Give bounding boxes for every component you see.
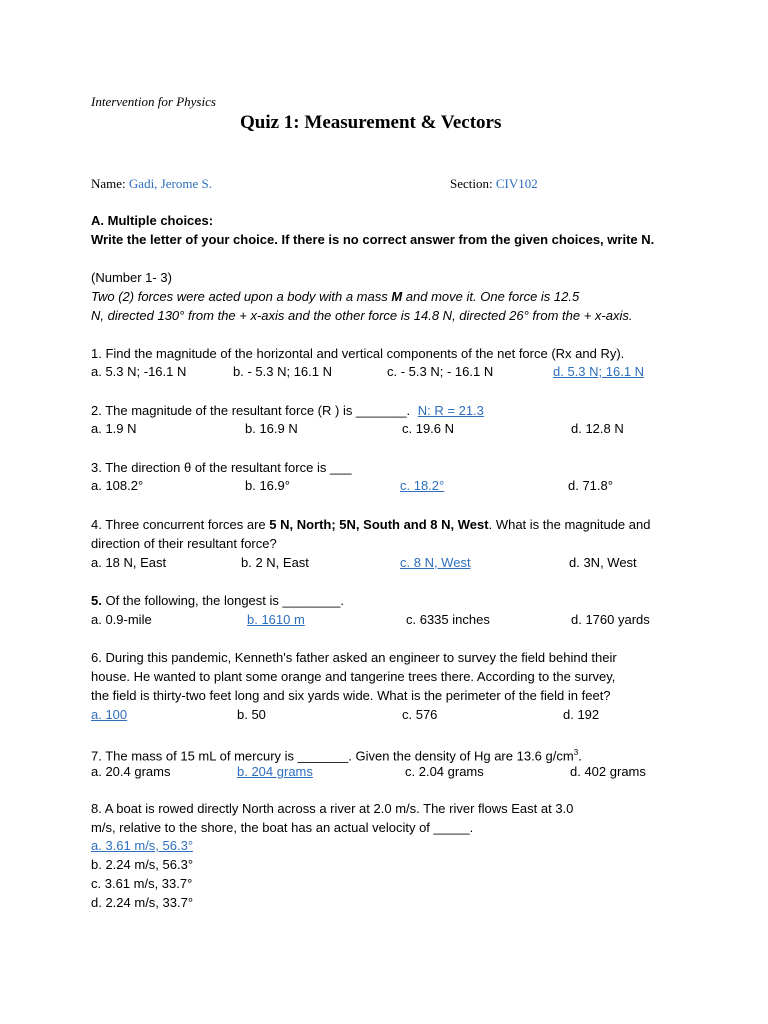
q6-choice-a: a. 100 [91, 707, 128, 722]
q7-stem-end: . [578, 748, 582, 764]
q4-stem-line1 [91, 515, 650, 534]
q4-choice-c: c. 8 N, West [400, 555, 471, 570]
q5-number: 5. [91, 593, 102, 608]
course-name: Intervention for Physics [91, 94, 216, 109]
q3-stem: 3. The direction θ of the resultant force is ___ [91, 460, 352, 475]
q1-choice-a: a. 5.3 N; -16.1 N [91, 364, 187, 379]
q1-choice-d: d. 5.3 N; 16.1 N [553, 364, 645, 379]
q7-choice-b: b. 204 grams [237, 764, 313, 779]
q7-stem: 7. The mass of 15 mL of mercury is _______. Given the density of Hg are 13.6 g/cm [91, 748, 574, 764]
q6-choice-c: c. 576 [402, 707, 438, 722]
q2-answer: N: R = 21.3 [417, 403, 484, 418]
q1-choice-c: c. - 5.3 N; - 16.1 N [387, 364, 494, 379]
q7-choice-d: d. 402 grams [570, 764, 646, 779]
q4-stem-b: . What is the magnitude and [488, 517, 651, 532]
q5-choice-c: c. 6335 inches [406, 612, 490, 627]
name-line [91, 176, 212, 192]
q8-stem-line2: m/s, relative to the shore, the boat has an actual velocity of _____. [91, 820, 474, 835]
q6-choice-d: d. 192 [563, 707, 600, 722]
group-text-1a: Two (2) forces were acted upon a body with a mass [91, 289, 392, 304]
q7-choice-a: a. 20.4 grams [91, 764, 171, 779]
q3-choice-b: b. 16.9° [245, 478, 290, 493]
q4-stem-forces: 5 N, North; 5N, South and 8 N, West [269, 517, 489, 532]
q2-choice-c: c. 19.6 N [402, 421, 455, 436]
section-label: Section: [450, 176, 493, 191]
group-label: (Number 1- 3) [91, 270, 172, 285]
q6-stem-line1: 6. During this pandemic, Kenneth's father asked an engineer to survey the field behind their [91, 650, 617, 665]
q6-choice-b: b. 50 [237, 707, 266, 722]
q3-choice-d: d. 71.8° [568, 478, 613, 493]
q5-stem-line [91, 591, 344, 610]
group-text-line2: N, directed 130° from the + x-axis and the other force is 14.8 N, directed 26° from the + x-axis. [91, 308, 633, 323]
q4-stem-a: 4. Three concurrent forces are [91, 517, 270, 532]
q8-choice-a: a. 3.61 m/s, 56.3° [91, 838, 194, 853]
q2-stem-line [91, 401, 484, 420]
part-a-heading: A. Multiple choices: [91, 213, 214, 228]
q4-choice-b: b. 2 N, East [241, 555, 309, 570]
mass-symbol: M [391, 289, 403, 304]
q6-stem-line3: the field is thirty-two feet long and six yards wide. What is the perimeter of the field in feet? [91, 688, 611, 703]
q7-choice-c: c. 2.04 grams [405, 764, 484, 779]
q8-choice-d: d. 2.24 m/s, 33.7° [91, 895, 194, 910]
q2-choice-b: b. 16.9 N [245, 421, 298, 436]
q1-choice-b: b. - 5.3 N; 16.1 N [233, 364, 332, 379]
name-value: Gadi, Jerome S. [128, 176, 212, 191]
q5-choice-a: a. 0.9-mile [91, 612, 152, 627]
part-a-instruction: Write the letter of your choice. If there is no correct answer from the given choices, write N. [91, 232, 655, 247]
q3-choice-a: a. 108.2° [91, 478, 144, 493]
q5-stem: Of the following, the longest is ________. [101, 593, 344, 608]
q8-choice-b: b. 2.24 m/s, 56.3° [91, 857, 194, 872]
quiz-title: Quiz 1: Measurement & Vectors [240, 112, 502, 133]
q2-choice-a: a. 1.9 N [91, 421, 137, 436]
q5-choice-d: d. 1760 yards [571, 612, 650, 627]
q2-stem: 2. The magnitude of the resultant force (R ) is _______. [91, 403, 411, 418]
q7-superscript: 3 [573, 748, 579, 757]
group-text-1b: and move it. One force is 12.5 [402, 289, 580, 304]
name-label: Name: [91, 176, 126, 191]
q2-choice-d: d. 12.8 N [571, 421, 624, 436]
q8-choice-c: c. 3.61 m/s, 33.7° [91, 876, 193, 891]
q4-stem-line2: direction of their resultant force? [91, 536, 277, 551]
q8-stem-line1: 8. A boat is rowed directly North across a river at 2.0 m/s. The river flows East at 3.0 [91, 801, 574, 816]
q4-choice-d: d. 3N, West [569, 555, 637, 570]
q3-choice-c: c. 18.2° [400, 478, 445, 493]
q5-choice-b: b. 1610 m [247, 612, 305, 627]
q4-choice-a: a. 18 N, East [91, 555, 167, 570]
q1-stem: 1. Find the magnitude of the horizontal and vertical components of the net force (Rx and Ry). [91, 346, 625, 361]
group-text-line1 [91, 287, 579, 306]
section-line [450, 176, 538, 192]
q6-stem-line2: house. He wanted to plant some orange and tangerine trees there. According to the survey, [91, 669, 616, 684]
section-value: CIV102 [495, 176, 538, 191]
